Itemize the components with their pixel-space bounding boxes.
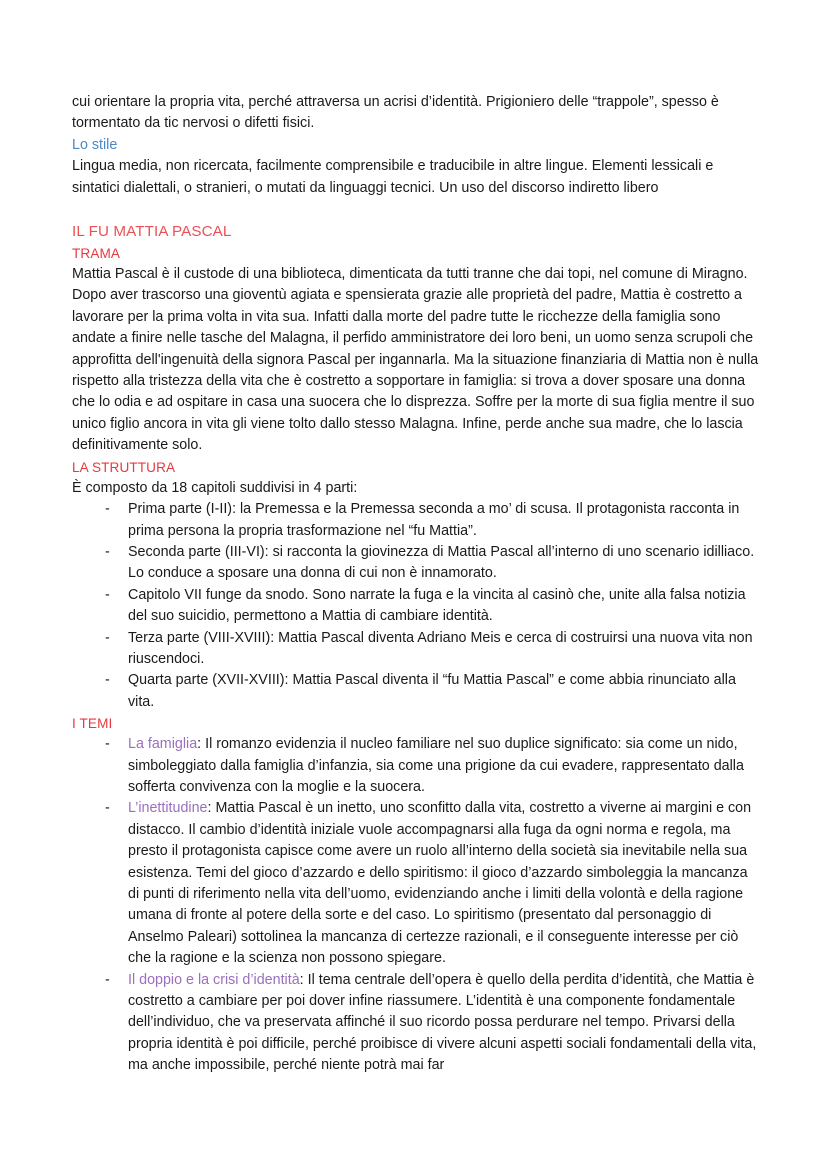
dash-bullet-icon: -: [105, 736, 110, 753]
theme-text: Il romanzo evidenzia il nucleo familiare nel suo duplice significato: sia come un nido, simboleggiato dalla famiglia d’infanzia, sia come una prigione da cui evadere, rappresentato dalla sofferta convivenza con la moglie e la suocera.: [128, 736, 744, 795]
dash-bullet-icon: -: [105, 672, 110, 689]
structure-list-item-text: Quarta parte (XVII-XVIII): Mattia Pascal diventa il “fu Mattia Pascal” e come abbia rinunciato alla vita.: [128, 672, 736, 710]
theme-text: Il tema centrale dell’opera è quello della perdita d’identità, che Mattia è costretto a cambiare per poi dover infine riassumere. L’identità è una componente fondamentale dell’individuo, che va preservata affinché il suo ricordo possa perdurare nel tempo. Privarsi della propria identità è poi difficile, perché proibisce di vivere alcuni aspetti sociali fondamentali della vita, ma anche impossibile, perché niente potrà mai far: [128, 971, 757, 1074]
structure-list-item: [72, 628, 760, 671]
structure-list-item-text: Capitolo VII funge da snodo. Sono narrate la fuga e la vincita al casinò che, unite alla falsa notizia del suo suicidio, permettono a Mattia di cambiare identità.: [128, 586, 746, 625]
structure-list-item-text: Seconda parte (III-VI): si racconta la giovinezza di Mattia Pascal all’interno di uno scenario idilliaco. Lo conduce a sposare una donna di cui non è innamorato.: [128, 543, 755, 582]
structure-list: [72, 499, 760, 713]
structure-list-item: [72, 585, 760, 628]
document-body: [72, 92, 760, 1077]
heading-work-title: IL FU MATTIA PASCAL: [72, 223, 232, 241]
structure-list-item: [72, 499, 760, 542]
heading-trama: TRAMA: [72, 246, 121, 262]
dash-bullet-icon: -: [105, 971, 110, 988]
structure-list-item-text: Prima parte (I-II): la Premessa e la Premessa seconda a mo’ di scusa. Il protagonista racconta in prima persona la propria trasformazione nel “fu Mattia”.: [128, 501, 740, 539]
themes-list: [72, 734, 760, 1077]
dash-bullet-icon: -: [105, 586, 110, 603]
dash-bullet-icon: -: [105, 800, 110, 817]
theme-text: Mattia Pascal è un inetto, uno sconfitto dalla vita, costretto a viverne ai margini e con distacco. Il cambio d’identità iniziale vuole accompagnarsi alla fuga da ogni norma e regola, ma presto il protagonista capisce come avere un ruolo all’interno della società sia inevitabile nella sua esistenza. Temi del gioco d’azzardo e dello spiritismo: il gioco d’azzardo simboleggia la mancanza di punti di riferimento nella vita dell’uomo, evidenziando anche i limiti della volontà e della ragione umana di fronte al potere della sorte e del caso. Lo spiritismo (presentato dal personaggio di Anselmo Paleari) sottolinea la mancanza di certezze razionali, e il conseguente interesse per ciò che la ragione e la scienza non possono spiegare.: [128, 800, 752, 967]
structure-list-item-text: Terza parte (VIII-XVIII): Mattia Pascal diventa Adriano Meis e cerca di costruirsi una nuova vita non riuscendoci.: [128, 629, 753, 667]
structure-intro: È composto da 18 capitoli suddivisi in 4 parti:: [72, 479, 358, 496]
theme-label-separator: :: [197, 736, 206, 753]
theme-list-item: [72, 734, 760, 798]
dash-bullet-icon: -: [105, 501, 110, 518]
dash-bullet-icon: -: [105, 629, 110, 646]
theme-label: La famiglia: [128, 736, 198, 753]
structure-list-item: [72, 542, 760, 585]
heading-la-struttura: LA STRUTTURA: [72, 459, 176, 475]
theme-label-separator: :: [299, 971, 308, 988]
theme-list-item: [72, 798, 760, 969]
continued-paragraph: cui orientare la propria vita, perché attraversa un acrisi d’identità. Prigioniero delle “trappole”, spesso è tormentato da tic nervosi o difetti fisici.: [72, 94, 719, 132]
plot-paragraph: Mattia Pascal è il custode di una biblioteca, dimenticata da tutti tranne che dai topi, nel comune di Miragno. Dopo aver trascorso una gioventù agiata e spensierata grazie alle proprietà del padre, Mattia è costretto a lavorare per la prima volta in vita sua. Infatti dalla morte del padre tutte le ricchezze della famiglia sono andate a finire nelle tasche del Malagna, il perfido amministratore dei loro beni, un uomo senza scrupoli che approfitta dell'ingenuità della signora Pascal per ingannarla. Ma la situazione finanziaria di Mattia non è nulla rispetto alla tristezza della vita che è costretto a sopportare in famiglia: si trova a dover sposare una donna che lo odia e ad ospitare in casa una suocera che lo disprezza. Soffre per la morte di sua figlia mentre il suo unico figlio ancora in vita gli viene tolto dallo stesso Malagna. Infine, perde anche sua madre, che lo lascia definitivamente solo.: [72, 266, 759, 454]
theme-label-separator: :: [207, 800, 216, 817]
theme-label: Il doppio e la crisi d’identità: [128, 971, 300, 988]
dash-bullet-icon: -: [105, 543, 110, 560]
heading-lo-stile: Lo stile: [72, 136, 118, 153]
theme-list-item: [72, 970, 760, 1077]
heading-i-temi: I TEMI: [72, 716, 113, 732]
style-paragraph: Lingua media, non ricercata, facilmente comprensibile e traducibile in altre lingue. Elementi lessicali e sintatici dialettali, o stranieri, o mutati da linguaggi tecnici. Un uso del discorso indiretto libero: [72, 158, 714, 196]
section-spacer: [72, 199, 760, 221]
structure-list-item: [72, 670, 760, 713]
theme-label: L’inettitudine: [128, 800, 208, 817]
